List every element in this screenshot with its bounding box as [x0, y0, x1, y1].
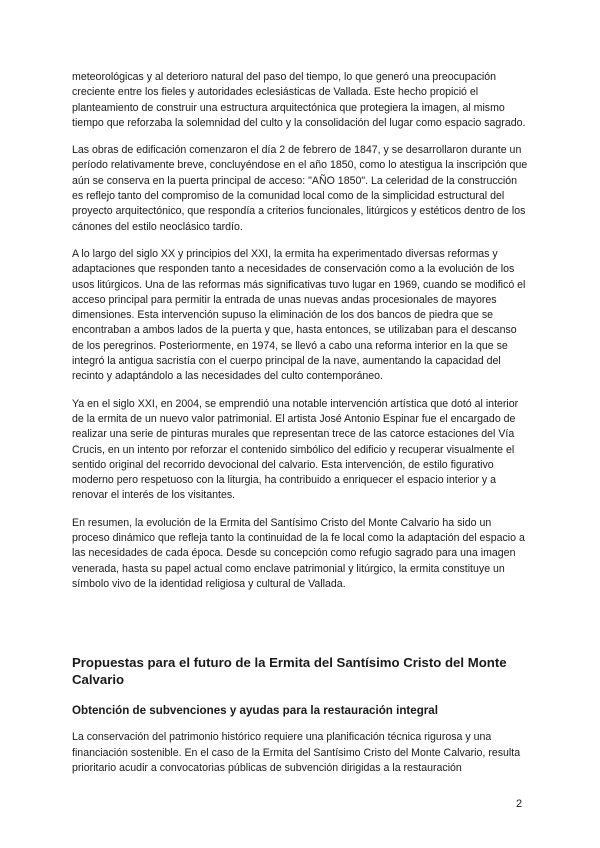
page-number: 2	[516, 798, 523, 810]
body-paragraph-2: Las obras de edificación comenzaron el día 2 de febrero de 1847, y se desarrollaron durante un período relativamente breve, concluyéndose en el año 1850, como lo atestigua la inscripción que aún se conserva en la puerta principal de acceso: "AÑO 1850". La celeridad de la construcción es reflejo tanto del compromiso de la comunidad local como de la simplicidad estructural del proyecto arquitectónico, que respondía a criterios funcionales, litúrgicos y estéticos dentro de los cánones del estilo neoclásico tardío.	[72, 144, 528, 233]
body-paragraph-6: La conservación del patrimonio histórico requiere una planificación técnica rigurosa y una financiación sostenible. En el caso de la Ermita del Santísimo Cristo del Monte Calvario, resulta prioritario acudir a convocatorias públicas de subvención dirigidas a la restauración	[72, 731, 521, 774]
body-paragraph-5: En resumen, la evolución de la Ermita del Santísimo Cristo del Monte Calvario ha sido un proceso dinámico que refleja tanto la continuidad de la fe local como la adaptación del espacio a las necesidades de cada época. Desde su concepción como refugio sagrado para una imagen venerada, hasta su papel actual como enclave patrimonial y litúrgico, la ermita constituye un símbolo vivo de la identidad religiosa y cultural de Vallada.	[72, 516, 525, 590]
body-paragraph-3: A lo largo del siglo XX y principios del XXI, la ermita ha experimentado diversas reformas y adaptaciones que responden tanto a necesidades de conservación como a la evolución de los usos litúrgicos. Una de las reformas más significativas tuvo lugar en 1969, cuando se modificó el acceso principal para permitir la entrada de unas nuevas andas procesionales de mayores dimensiones. Esta intervención supuso la eliminación de los dos bancos de piedra que se encontraban a ambos lados de la puerta y que, hasta entonces, se utilizaban para el descanso de los peregrinos. Posteriormente, en 1974, se llevó a cabo una reforma interior en la que se integró la antigua sacristía con el cuerpo principal de la nave, aumentando la capacidad del recinto y adaptándolo a las necesidades del culto contemporáneo.	[72, 247, 526, 383]
page-content	[72, 70, 528, 788]
section-heading: Propuestas para el futuro de la Ermita del Santísimo Cristo del Monte Calvario	[72, 655, 507, 688]
body-paragraph-1: meteorológicas y al deterioro natural del paso del tiempo, lo que generó una preocupación creciente entre los fieles y autoridades eclesiásticas de Vallada. Este hecho propició el planteamiento de construir una estructura arquitectónica que protegiera la imagen, al mismo tiempo que reforzaba la solemnidad del culto y la consolidación del lugar como espacio sagrado.	[72, 71, 526, 129]
section-spacer	[72, 604, 528, 654]
subsection-heading: Obtención de subvenciones y ayudas para la restauración integral	[72, 704, 438, 718]
body-paragraph-4: Ya en el siglo XXI, en 2004, se emprendió una notable intervención artística que dotó al interior de la ermita de un nuevo valor patrimonial. El artista José Antonio Espinar fue el encargado de realizar una serie de pinturas murales que representan trece de las catorce estaciones del Vía Crucis, en un intento por reforzar el contenido simbólico del edificio y recuperar visualmente el sentido original del recorrido devocional del calvario. Esta intervención, de estilo figurativo moderno pero respetuoso con la liturgia, ha contribuido a enriquecer el espacio interior y a renovar el interés de los visitantes.	[72, 397, 519, 502]
